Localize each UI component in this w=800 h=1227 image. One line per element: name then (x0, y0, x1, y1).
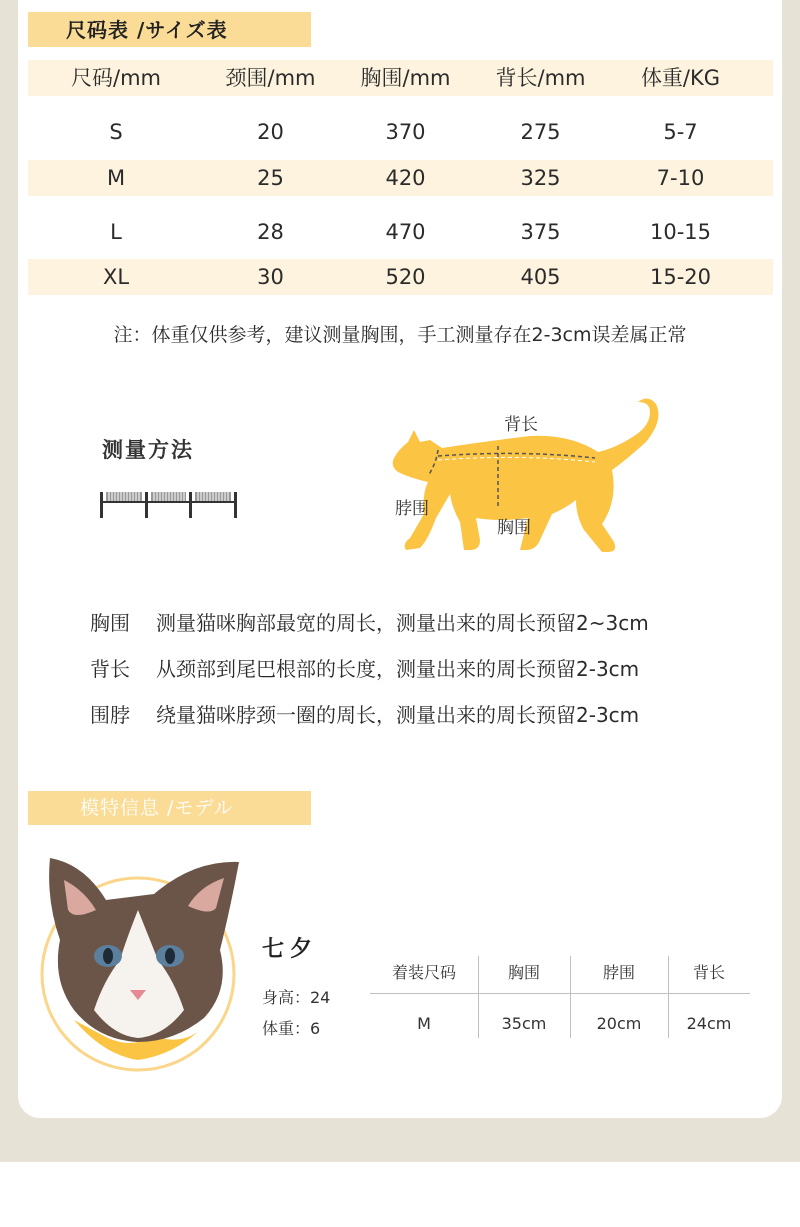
desc-term: 胸围 (90, 611, 130, 635)
header-chest: 胸围/mm (360, 66, 451, 90)
table-row (28, 259, 773, 295)
cell-back: 375 (520, 220, 561, 244)
cell-chest: 370 (385, 120, 426, 144)
table-header-row (28, 60, 773, 96)
cell-chest: 520 (385, 265, 426, 289)
desc-neck (90, 699, 639, 728)
cell-neck: 20 (257, 120, 284, 144)
model-table-divider (370, 993, 750, 994)
table-row (28, 214, 773, 250)
desc-chest (90, 607, 649, 636)
model-cat-photo (34, 850, 244, 1075)
model-header-neck: 脖围 (602, 963, 635, 982)
method-title: 测量方法 (102, 438, 194, 462)
model-header-size: 着装尺码 (391, 963, 456, 982)
header-neck: 颈围/mm (225, 66, 316, 90)
ruler-icon (100, 492, 238, 518)
model-name: 七夕 (262, 937, 319, 962)
model-header-back: 背长 (692, 963, 725, 982)
label-neck: 脖围 (395, 499, 429, 519)
model-value-size: M (417, 1014, 431, 1033)
model-info-tab: 模特信息 /モデル (28, 791, 311, 825)
cell-neck: 25 (257, 166, 284, 190)
cell-chest: 470 (385, 220, 426, 244)
desc-back (90, 653, 639, 682)
model-value-chest: 35cm (501, 1014, 547, 1033)
cell-weight: 15-20 (649, 265, 712, 289)
cell-size: L (110, 220, 122, 244)
model-weight: 体重：6 (262, 1019, 321, 1038)
model-header-chest: 胸围 (507, 963, 540, 982)
size-chart-tab: 尺码表 /サイズ表 (28, 12, 311, 47)
cell-back: 405 (520, 265, 561, 289)
cell-neck: 30 (257, 265, 284, 289)
model-value-neck: 20cm (596, 1014, 642, 1033)
cell-weight: 7-10 (656, 166, 705, 190)
table-row (28, 114, 773, 150)
model-size-table (370, 950, 750, 1040)
model-value-back: 24cm (686, 1014, 732, 1033)
cell-back: 325 (520, 166, 561, 190)
cell-size: S (109, 120, 123, 144)
cell-neck: 28 (257, 220, 284, 244)
bottom-strip (0, 1162, 800, 1227)
cell-chest: 420 (385, 166, 426, 190)
desc-text: 测量猫咪胸部最宽的周长，测量出来的周长预留2~3cm (156, 611, 649, 635)
desc-text: 从颈部到尾巴根部的长度，测量出来的周长预留2-3cm (156, 657, 640, 681)
cell-weight: 5-7 (663, 120, 698, 144)
cell-weight: 10-15 (649, 220, 712, 244)
header-back: 背长/mm (495, 66, 586, 90)
label-chest: 胸围 (497, 518, 531, 538)
desc-term: 背长 (90, 657, 130, 681)
desc-term: 围脖 (90, 703, 130, 727)
cell-back: 275 (520, 120, 561, 144)
header-weight: 体重/KG (640, 66, 721, 90)
size-note: 注：体重仅供参考，建议测量胸围，手工测量存在2-3cm误差属正常 (113, 324, 687, 346)
cell-size: M (106, 166, 126, 190)
model-height: 身高：24 (262, 988, 331, 1007)
header-size: 尺码/mm (71, 66, 161, 90)
table-row (28, 160, 773, 196)
cell-size: XL (102, 265, 130, 289)
desc-text: 绕量猫咪脖颈一圈的周长，测量出来的周长预留2-3cm (156, 703, 640, 727)
label-back-length: 背长 (504, 415, 538, 435)
